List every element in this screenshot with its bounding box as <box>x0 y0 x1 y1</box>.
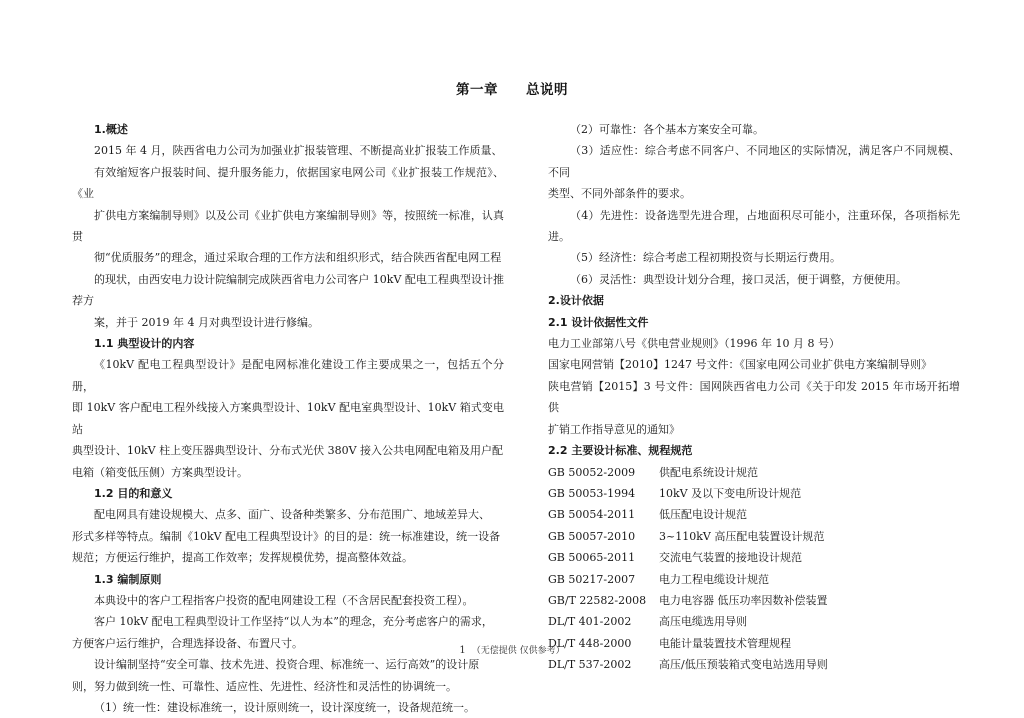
reference-document <box>548 376 960 440</box>
standard-row <box>548 504 960 525</box>
text-line: 2015 年 4 月，陕西省电力公司为加强业扩报装管理、不断提高业扩报装工作质量、 <box>94 144 503 158</box>
page-number: 1 <box>459 645 466 656</box>
page-footer <box>0 643 1024 656</box>
chapter-name: 总说明 <box>526 82 568 98</box>
standard-row <box>548 462 960 483</box>
standard-name: 3~110kV 高压配电装置设计规范 <box>659 529 825 543</box>
principle-item-2: （2）可靠性：各个基本方案安全可靠。 <box>570 123 764 136</box>
section-heading-1-2: 1.2 目的和意义 <box>94 486 173 500</box>
standard-name: 电能计量装置技术管理规程 <box>659 636 791 650</box>
standard-code: DL/T 448-2000 <box>548 636 632 650</box>
standard-name: 高压/低压预装箱式变电站选用导则 <box>659 658 828 672</box>
right-column <box>548 119 960 676</box>
standard-name: 10kV 及以下变电所设计规范 <box>659 486 802 500</box>
text-line: （3）适应性：综合考虑不同客户、不同地区的实际情况，满足客户不同规模、不同 <box>548 144 960 179</box>
text-line: 电箱（箱变低压侧）方案典型设计。 <box>72 465 248 479</box>
principle-item-4: （4）先进性：设备选型先进合理，占地面积尽可能小，注重环保，各项指标先进。 <box>548 208 960 244</box>
text-line: 典型设计、10kV 柱上变压器典型设计、分布式光伏 380V 接入公共电网配电箱及用户配 <box>72 444 504 458</box>
content-paragraph <box>72 354 504 482</box>
text-line: 彻“优质服务”的理念，通过采取合理的工作方法和组织形式，结合陕西省配电网工程 <box>94 251 502 265</box>
standard-code: GB 50065-2011 <box>548 551 636 565</box>
section-heading-1: 1.概述 <box>94 123 128 136</box>
footer-note: （无偿提供 仅供参考） <box>471 646 565 656</box>
reference-document: 国家电网营销【2010】1247 号文件：《国家电网公司业扩供电方案编制导则》 <box>548 358 932 372</box>
standard-row <box>548 483 960 504</box>
standard-name: 交流电气装置的接地设计规范 <box>659 551 802 565</box>
standard-name: 高压电缆选用导则 <box>659 615 747 629</box>
text-line: 则，努力做到统一性、可靠性、适应性、先进性、经济性和灵活性的协调统一。 <box>72 679 457 693</box>
standard-code: DL/T 537-2002 <box>548 658 632 672</box>
standard-name: 电力电容器 低压功率因数补偿装置 <box>659 593 828 607</box>
section-heading-2: 2.设计依据 <box>548 294 604 308</box>
standard-row <box>548 611 960 632</box>
standard-name: 供配电系统设计规范 <box>659 465 758 479</box>
standard-row <box>548 569 960 590</box>
text-line: 《10kV 配电工程典型设计》是配电网标准化建设工作主要成果之一，包括五个分册， <box>72 358 504 393</box>
standard-code: GB 50053-1994 <box>548 486 636 500</box>
chapter-number: 第一章 <box>456 82 498 98</box>
principle-paragraph: 本典设中的客户工程指客户投资的配电网建设工程（不含居民配套投资工程）。 <box>94 593 474 607</box>
left-column <box>72 119 504 718</box>
standard-code: DL/T 401-2002 <box>548 615 632 629</box>
standard-code: GB/T 22582-2008 <box>548 593 647 607</box>
principle-item-5: （5）经济性：综合考虑工程初期投资与长期运行费用。 <box>570 251 841 265</box>
principle-item-1: （1）统一性：建设标准统一，设计原则统一，设计深度统一，设备规范统一。 <box>94 700 475 714</box>
text-line: 设计编制坚持“安全可靠、技术先进、投资合理、标准统一、运行高效”的设计原 <box>94 658 480 672</box>
overview-paragraph <box>72 140 504 333</box>
text-line: 客户 10kV 配电工程典型设计工作坚持“以人为本”的理念，充分考虑客户的需求， <box>94 615 493 629</box>
chapter-title <box>0 78 1024 98</box>
text-line: 即 10kV 客户配电工程外线接入方案典型设计、10kV 配电室典型设计、10kV 箱式变电站 <box>72 401 504 436</box>
text-line: 有效缩短客户报装时间、提升服务能力，依据国家电网公司《业扩报装工作规范》、《业 <box>72 165 504 201</box>
standard-name: 电力工程电缆设计规范 <box>659 572 769 586</box>
standard-code: GB 50217-2007 <box>548 572 636 586</box>
section-heading-1-1: 1.1 典型设计的内容 <box>94 337 195 351</box>
text-line: 规范；方便运行维护，提高工作效率；发挥规模优势，提高整体效益。 <box>72 551 413 565</box>
standard-code: GB 50054-2011 <box>548 508 636 522</box>
text-line: 扩销工作指导意见的通知》 <box>548 422 680 436</box>
principle-paragraph-3 <box>72 654 504 697</box>
standard-row <box>548 547 960 568</box>
text-line: 类型、不同外部条件的要求。 <box>548 187 691 201</box>
text-line: 陕电营销【2015】3 号文件：国网陕西省电力公司《关于印发 2015 年市场开拓增供 <box>548 379 960 415</box>
section-heading-2-2: 2.2 主要设计标准、规程规范 <box>548 444 693 458</box>
principle-item-3 <box>548 140 960 204</box>
standard-row <box>548 654 960 675</box>
section-heading-2-1: 2.1 设计依据性文件 <box>548 315 649 329</box>
standard-row <box>548 526 960 547</box>
principle-item-6: （6）灵活性：典型设计划分合理，接口灵活，便于调整，方便使用。 <box>570 272 907 286</box>
text-line: 形式多样等特点。编制《10kV 配电工程典型设计》的目的是：统一标准建设，统一设备 <box>72 529 501 543</box>
text-line: 的现状，由西安电力设计院编制完成陕西省电力公司客户 10kV 配电工程典型设计推荐方 <box>72 272 504 308</box>
reference-document: 电力工业部第八号《供电营业规则》（1996 年 10 月 8 号） <box>548 337 840 351</box>
text-line: 案，并于 2019 年 4 月对典型设计进行修编。 <box>94 315 319 329</box>
purpose-paragraph <box>72 504 504 568</box>
standard-row <box>548 590 960 611</box>
text-line: 配电网具有建设规模大、点多、面广、设备种类繁多、分布范围广、地域差异大、 <box>94 508 490 522</box>
text-line: 扩供电方案编制导则》以及公司《业扩供电方案编制导则》等，按照统一标准，认真贯 <box>72 208 504 244</box>
standard-code: GB 50052-2009 <box>548 465 636 479</box>
standard-name: 低压配电设计规范 <box>659 508 747 522</box>
standard-code: GB 50057-2010 <box>548 529 636 543</box>
section-heading-1-3: 1.3 编制原则 <box>94 572 162 586</box>
text-line: 方便客户运行维护，合理选择设备、布置尺寸。 <box>72 636 303 650</box>
